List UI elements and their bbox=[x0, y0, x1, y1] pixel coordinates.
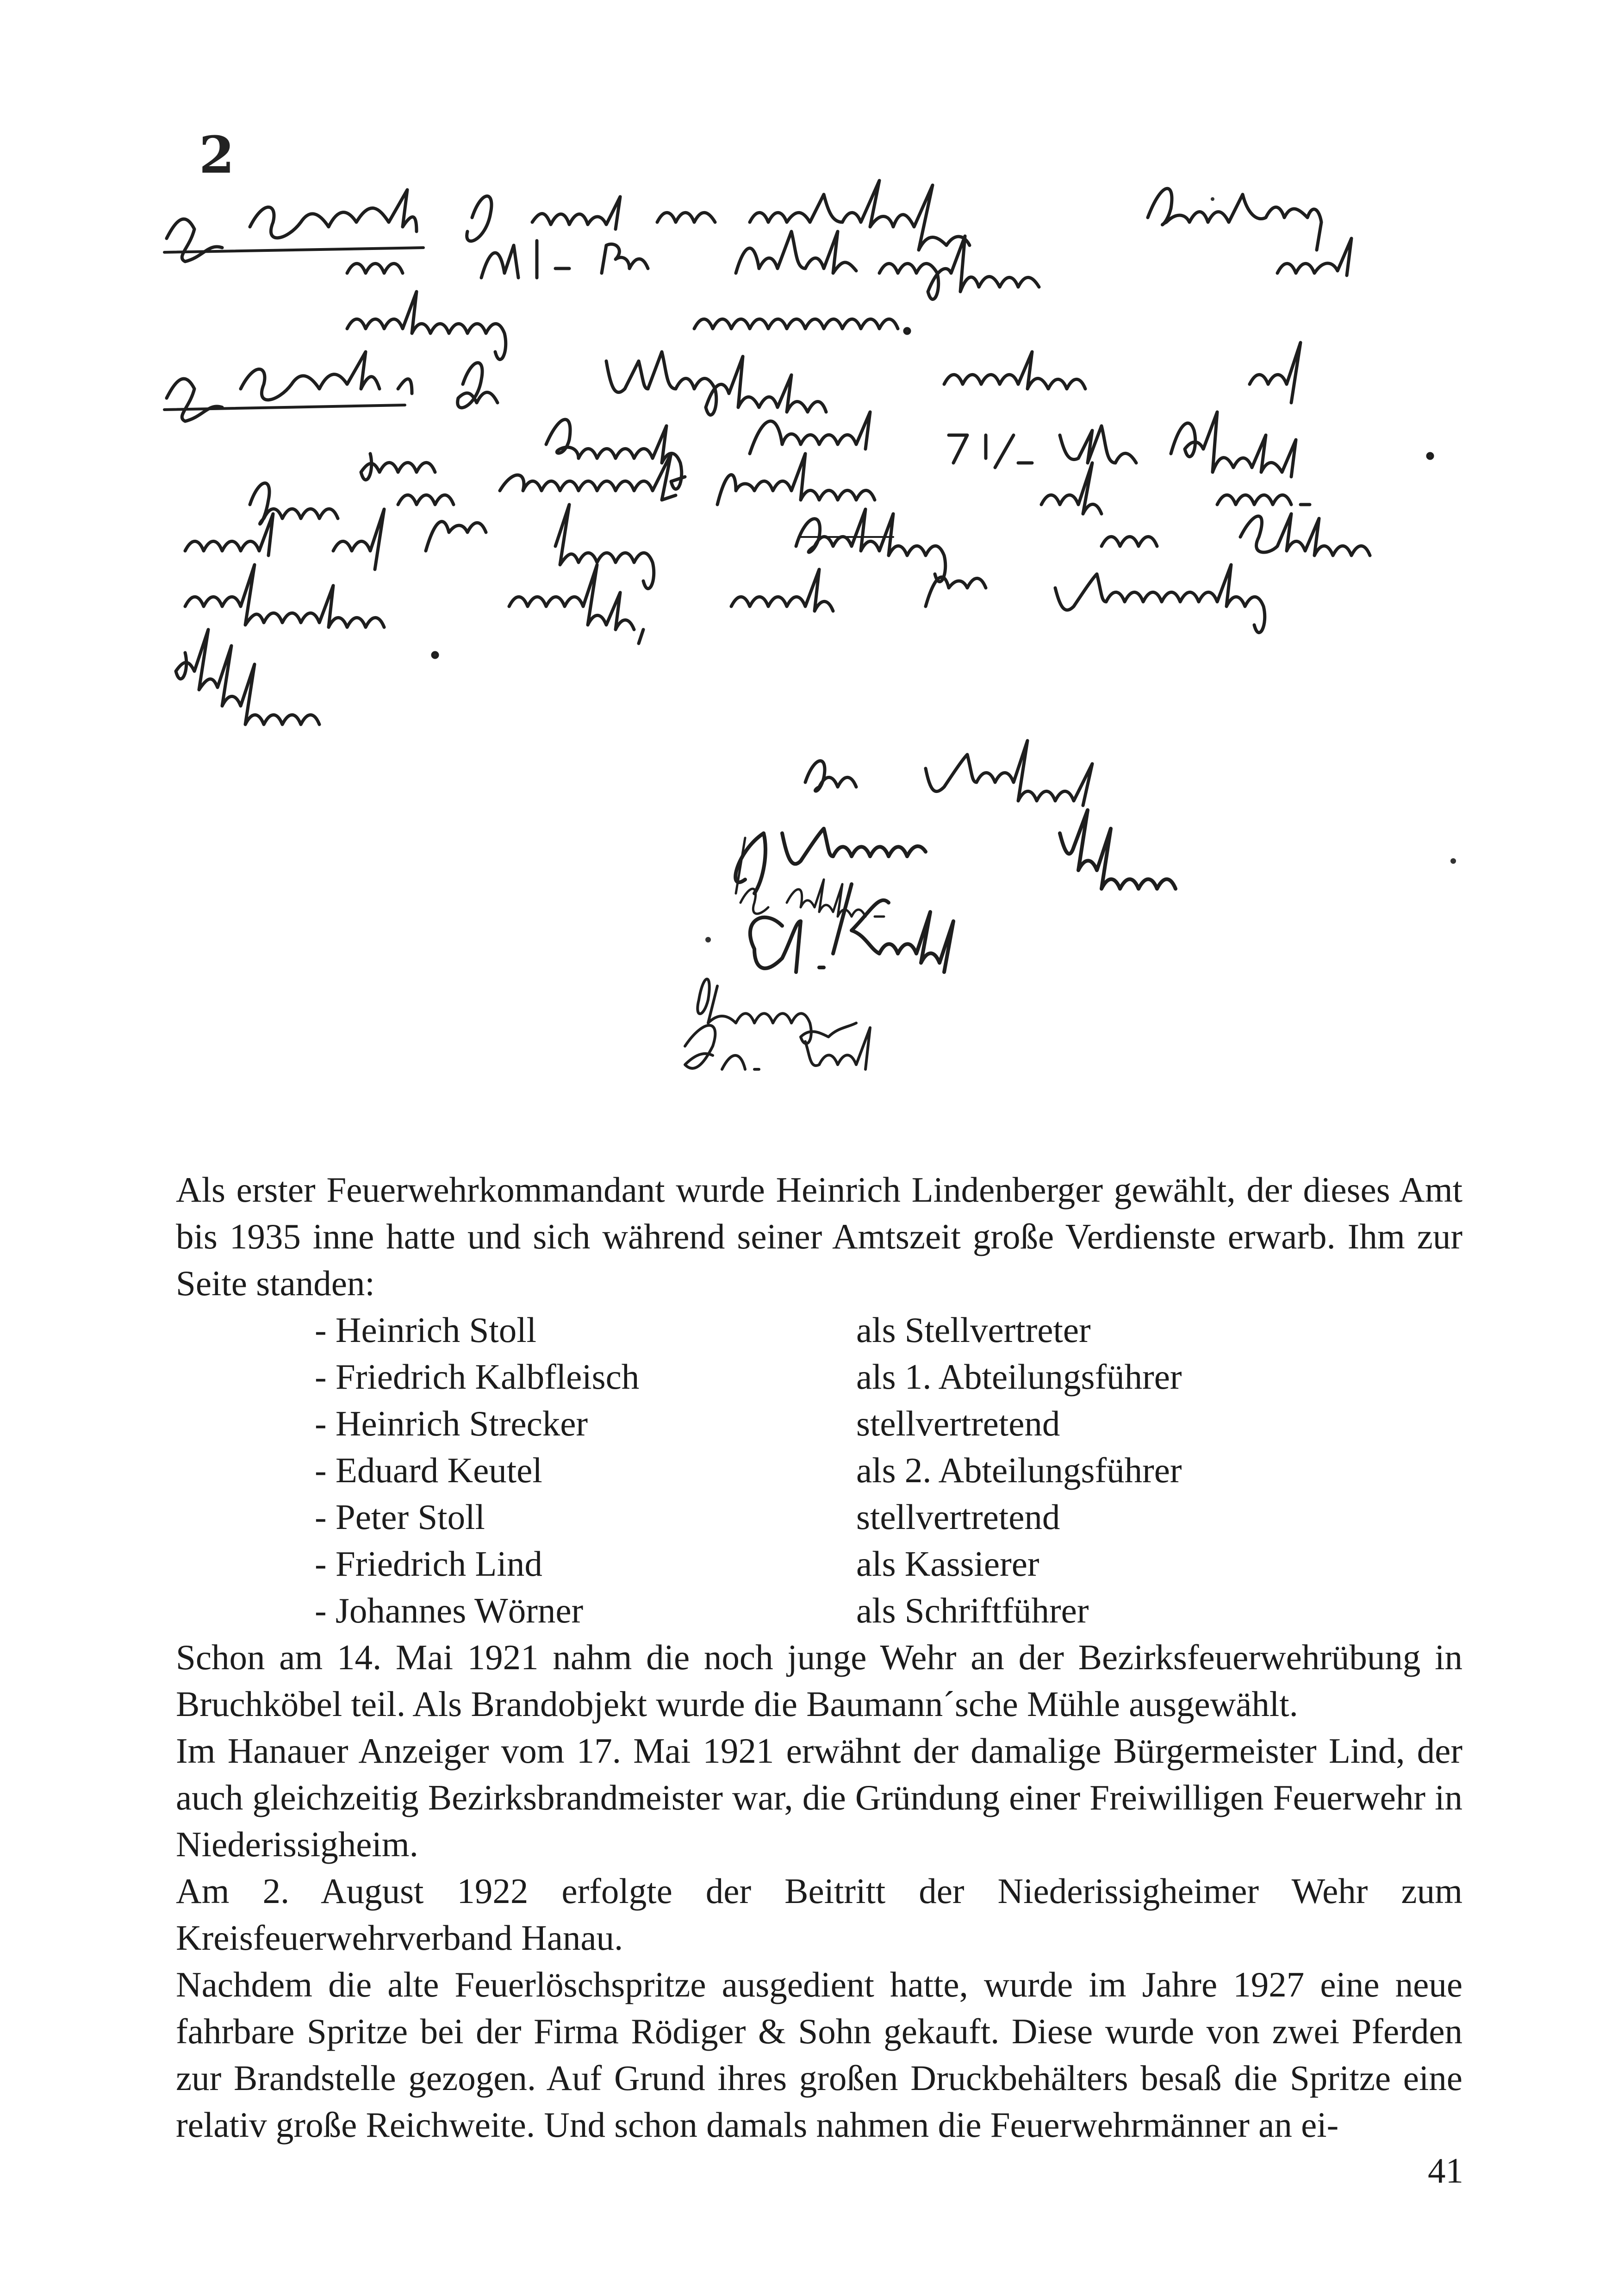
handwriting-line-3 bbox=[347, 292, 909, 360]
paragraph-spritze: Nachdem die alte Feuerlöschspritze ausgedient hatte, wurde im Jahre 1927 eine neue fahrbare Spritze bei der Firma Rödiger & Sohn gekauft. Diese wurde von zwei Pferden zur Brandstelle gezogen. Auf Grund ihres großen Druckbehälters besaß die Spritze eine relativ große Reichweite. Und schon damals nahmen die Feuerwehrmänner an ei- bbox=[176, 1965, 1462, 2145]
handwriting-line-4 bbox=[164, 343, 1301, 421]
roster-role: als 1. Abteilungsführer bbox=[856, 1357, 1182, 1397]
handwriting-line-7 bbox=[185, 505, 1370, 589]
roster-role: als Stellvertreter bbox=[856, 1310, 1091, 1350]
roster-name: - Eduard Keutel bbox=[315, 1450, 542, 1490]
handwriting-line-1 bbox=[164, 181, 1321, 262]
roster-role: stellvertretend bbox=[856, 1497, 1060, 1537]
signature-keutel bbox=[750, 884, 953, 972]
section-number: 2 bbox=[199, 125, 235, 185]
roster-row bbox=[176, 1354, 1462, 1400]
handwriting-line-2 bbox=[347, 231, 1351, 299]
roster-name: - Johannes Wörner bbox=[315, 1591, 584, 1630]
signature-lind bbox=[685, 1025, 870, 1069]
roster-role: als Schriftführer bbox=[856, 1591, 1089, 1630]
roster-name: - Peter Stoll bbox=[315, 1497, 485, 1537]
signature-woerner bbox=[735, 810, 1176, 893]
page-number: 41 bbox=[1428, 2151, 1463, 2190]
signature-lindenberger bbox=[697, 979, 856, 1043]
roster-row bbox=[176, 1307, 1462, 1354]
roster-row bbox=[176, 1447, 1462, 1494]
paragraph-bezirksuebung: Schon am 14. Mai 1921 nahm die noch junge Wehr an der Bezirksfeuerwehrübung in Bruchköbel teil. Als Brandobjekt wurde die Baumann´sche Mühle ausgewählt. bbox=[176, 1637, 1462, 1724]
roster-role: als 2. Abteilungsführer bbox=[856, 1450, 1182, 1490]
roster-row bbox=[176, 1494, 1462, 1541]
body-text bbox=[176, 1167, 1462, 2148]
roster-name: - Heinrich Strecker bbox=[315, 1404, 588, 1443]
officer-roster bbox=[176, 1307, 1462, 1634]
roster-role: stellvertretend bbox=[856, 1404, 1060, 1443]
roster-row bbox=[176, 1541, 1462, 1587]
paragraph-kreisverband: Am 2. August 1922 erfolgte der Beitritt der Niederissigheimer Wehr zum Kreisfeuerwehrverband Hanau. bbox=[176, 1871, 1462, 1958]
signature-kalbfleisch bbox=[741, 880, 884, 917]
roster-row bbox=[176, 1587, 1462, 1634]
handwriting-drawing bbox=[139, 120, 1504, 1139]
signature-der-vorstand bbox=[805, 741, 1092, 805]
handwritten-minutes-scan bbox=[139, 120, 1504, 1139]
roster-name: - Heinrich Stoll bbox=[315, 1310, 537, 1350]
handwriting-line-8 bbox=[185, 565, 1265, 643]
roster-name: - Friedrich Lind bbox=[315, 1544, 542, 1584]
paragraph-hanauer-anzeiger: Im Hanauer Anzeiger vom 17. Mai 1921 erwähnt der damalige Bürgermeister Lind, der auch gleichzeitig Bezirksbrandmeister war, die Gründung einer Freiwilligen Feuerwehr in Niederissigheim. bbox=[176, 1731, 1462, 1864]
roster-row bbox=[176, 1400, 1462, 1447]
roster-role: als Kassierer bbox=[856, 1544, 1039, 1584]
handwriting-line-9 bbox=[176, 630, 437, 724]
roster-name: - Friedrich Kalbfleisch bbox=[315, 1357, 640, 1397]
intro-paragraph: Als erster Feuerwehrkommandant wurde Heinrich Lindenberger gewählt, der dieses Amt bis 1935 inne hatte und sich während seiner Amtszeit große Verdienste erwarb. Ihm zur Seite standen: bbox=[176, 1170, 1462, 1303]
